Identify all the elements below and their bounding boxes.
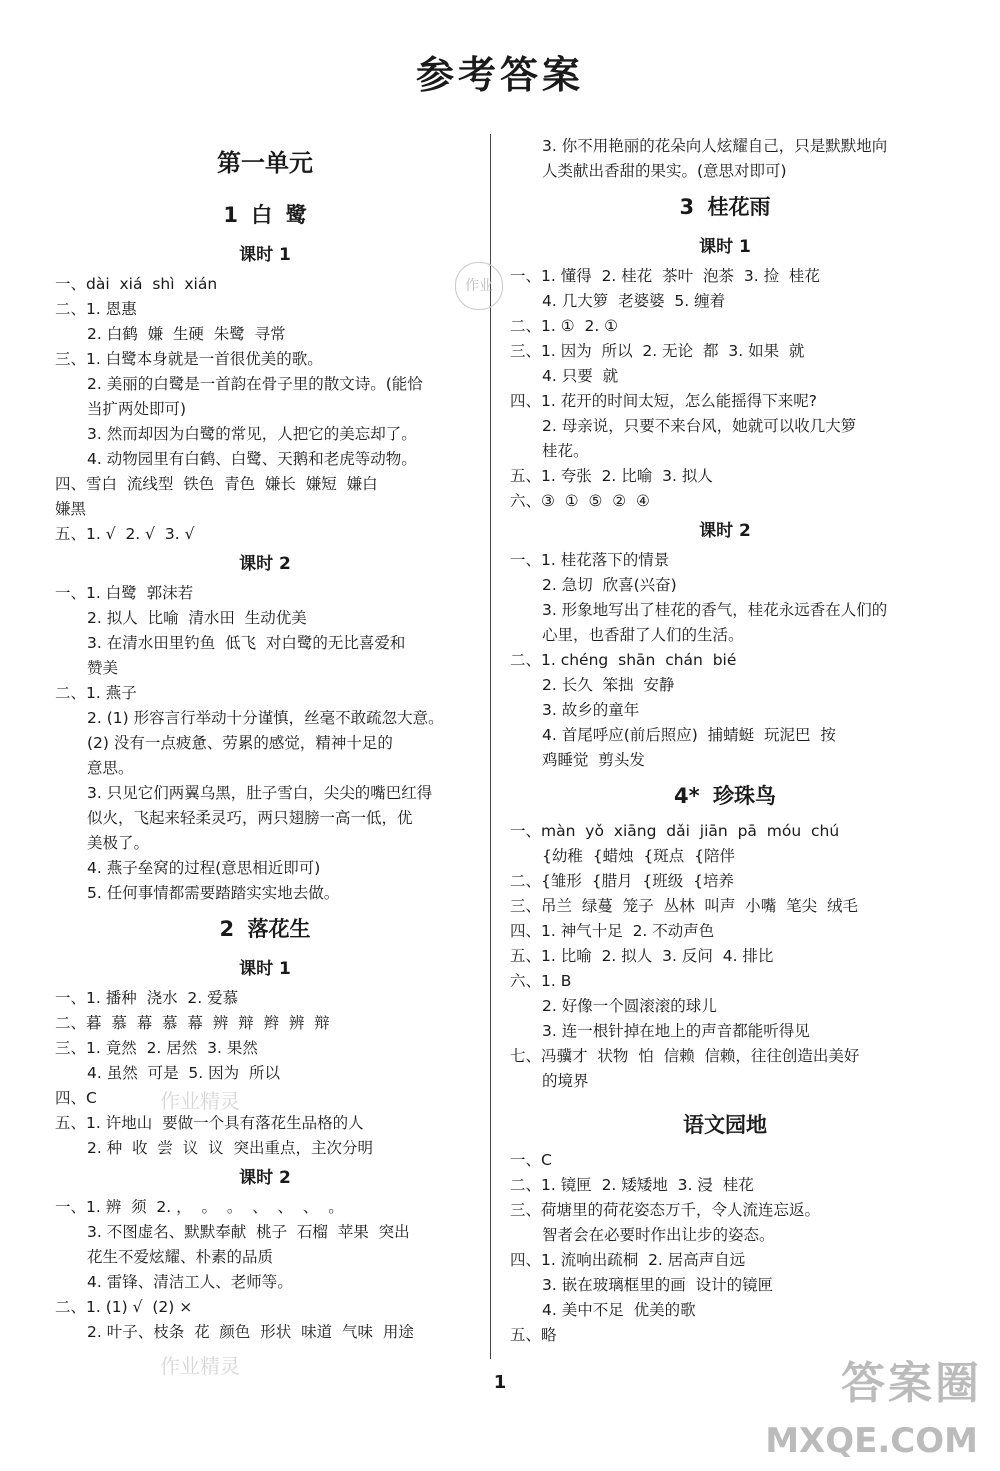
answer-line: 五、1. 许地山 要做一个具有落花生品格的人 [55,1114,364,1132]
answer-line: 二、1. ① 2. ① [510,317,619,335]
answer-line: 三、荷塘里的荷花姿态万千，令人流连忘返。 [510,1201,821,1219]
answer-line: 4. 首尾呼应(前后照应) 捕蜻蜓 玩泥巴 按 [542,726,836,744]
period-heading: 课时 1 [239,959,291,979]
answer-line: 似火，飞起来轻柔灵巧，两只翅膀一高一低，优 [87,809,413,827]
watermark-url: MXQE.COM [765,1421,978,1461]
answer-line: 2. 好像一个圆滚滚的球儿 [542,997,717,1015]
answer-line: 一、1. 桂花落下的情景 [510,551,670,569]
answer-line: 四、C [55,1089,97,1107]
page-number: 1 [493,1372,507,1393]
answer-line: 2. 种 收 尝 议 议 突出重点，主次分明 [87,1139,373,1157]
answer-line: 3. 你不用艳丽的花朵向人炫耀自己，只是默默地向 [542,137,888,155]
answer-line: 4. 燕子垒窝的过程(意思相近即可) [87,859,321,877]
answer-line: 3. 故乡的童年 [542,701,640,719]
answer-line: 五、1. 比喻 2. 拟人 3. 反问 4. 排比 [510,947,774,965]
answer-line: 的境界 [542,1072,589,1090]
answer-line: 六、1. B [510,972,572,990]
answer-line: 2. 急切 欣喜(兴奋) [542,576,677,594]
right-column [510,134,940,1348]
answer-line: 4. 美中不足 优美的歌 [542,1301,696,1319]
answer-line: 一、C [510,1151,552,1169]
answer-line: 3. 嵌在玻璃框里的画 设计的镜匣 [542,1276,774,1294]
lesson-heading: 语文园地 [683,1113,767,1137]
answer-line: 二、1. chéng shān chán bié [510,651,737,669]
answer-line: 四、1. 神气十足 2. 不动声色 [510,922,715,940]
answer-line: 五、1. √ 2. √ 3. √ [55,525,195,543]
page-title: 参考答案 [415,53,584,97]
answer-line: 二、1. 燕子 [55,684,137,702]
answer-line: 3. 不图虚名、默默奉献 桃子 石榴 苹果 突出 [87,1223,410,1241]
period-heading: 课时 2 [239,554,291,574]
answer-line: {幼稚 {蜡烛 {斑点 {陪伴 [542,847,736,865]
answer-line: 三、吊兰 绿蔓 笼子 丛林 叫声 小嘴 笔尖 绒毛 [510,897,858,915]
answer-line: 4. 虽然 可是 5. 因为 所以 [87,1064,280,1082]
stamp-mark: 作业 [455,262,503,310]
answer-line: 3. 然而却因为白鹭的常见，人把它的美忘却了。 [87,425,417,443]
answer-line: 3. 形象地写出了桂花的香气，桂花永远香在人们的 [542,601,888,619]
answer-line: 二、1. 恩惠 [55,300,137,318]
answer-line: 一、dài xiá shì xián [55,275,218,293]
answer-line: 三、1. 因为 所以 2. 无论 都 3. 如果 就 [510,342,805,360]
faded-watermark: 作业精灵 [160,1354,240,1378]
answer-line: 二、暮 慕 幕 慕 幕 辨 辩 辫 辨 辩 [55,1014,330,1032]
answer-line: 四、1. 流响出疏桐 2. 居高声自远 [510,1251,746,1269]
answer-line: 3. 只见它们两翼乌黑，肚子雪白，尖尖的嘴巴红得 [87,784,433,802]
period-heading: 课时 1 [699,237,751,257]
answer-line: 2. 白鹤 嫌 生硬 朱鹭 寻常 [87,325,286,343]
answer-line: 4. 几大箩 老婆婆 5. 缠着 [542,292,726,310]
answer-line: 4. 只要 就 [542,367,619,385]
answer-line: 一、1. 辨 须 2. ， 。 。 、 、 、 。 [55,1198,344,1216]
answer-line: 2. 母亲说，只要不来台风，她就可以收几大箩 [542,417,857,435]
answer-line: 四、雪白 流线型 铁色 青色 嫌长 嫌短 嫌白 [55,475,378,493]
watermark-logo: 答案圈 [841,1358,982,1409]
period-heading: 课时 2 [239,1168,291,1188]
answer-line: 2. 拟人 比喻 清水田 生动优美 [87,609,307,627]
answer-line: 二、1. (1) √ (2) × [55,1298,193,1316]
answer-line: 五、略 [510,1326,557,1344]
unit-heading: 第一单元 [217,149,313,177]
period-heading: 课时 2 [699,521,751,541]
answer-line: 3. 连一根针掉在地上的声音都能听得见 [542,1022,810,1040]
answer-line: 心里，也香甜了人们的生活。 [542,626,744,644]
answer-line: 四、1. 花开的时间太短，怎么能摇得下来呢? [510,392,817,410]
answer-line: 二、{雏形 {腊月 {班级 {培养 [510,872,735,890]
answer-line: 一、1. 播种 浇水 2. 爱慕 [55,989,239,1007]
answer-line: 花生不爱炫耀、朴素的品质 [87,1248,274,1266]
answer-line: 当扩两处即可) [87,400,187,418]
column-divider [490,134,491,1359]
answer-line: 一、1. 白鹭 郭沫若 [55,584,194,602]
answer-line: 嫌黑 [55,500,87,518]
answer-line: 4. 雷锋、清洁工人、老师等。 [87,1273,293,1291]
lesson-heading: 3 桂花雨 [679,195,771,219]
lesson-heading: 4* 珍珠鸟 [674,784,776,808]
answer-line: 人类献出香甜的果实。(意思对即可) [542,162,787,180]
answer-line: 3. 在清水田里钓鱼 低飞 对白鹭的无比喜爱和 [87,634,406,652]
answer-line: 三、1. 白鹭本身就是一首很优美的歌。 [55,350,323,368]
answer-line: 5. 任何事情都需要踏踏实实地去做。 [87,884,340,902]
answer-line: 鸡睡觉 剪头发 [542,751,645,769]
lesson-heading: 2 落花生 [219,917,311,941]
answer-line: (2) 没有一点疲惫、劳累的感觉，精神十足的 [87,734,393,752]
answer-line: 2. 长久 笨拙 安静 [542,676,675,694]
answer-line: 六、③ ① ⑤ ② ④ [510,492,650,510]
answer-line: 意思。 [87,759,134,777]
answer-line: 桂花。 [542,442,589,460]
answer-line: 二、1. 镜匣 2. 矮矮地 3. 浸 桂花 [510,1176,754,1194]
faded-watermark: 作业精灵 [160,1089,240,1113]
answer-line: 三、1. 竟然 2. 居然 3. 果然 [55,1039,258,1057]
answer-line: 美极了。 [87,834,150,852]
answer-line: 2. 美丽的白鹭是一首韵在骨子里的散文诗。(能恰 [87,375,423,393]
answer-line: 2. 叶子、枝条 花 颜色 形状 味道 气味 用途 [87,1323,414,1341]
answer-line: 4. 动物园里有白鹤、白鹭、天鹅和老虎等动物。 [87,450,417,468]
spacer [510,1094,940,1102]
lesson-heading: 1 白 鹭 [223,203,307,227]
answer-line: 2. (1) 形容言行举动十分谨慎，丝毫不敢疏忽大意。 [87,709,444,727]
answer-line: 赞美 [87,659,119,677]
answer-line: 一、màn yǒ xiāng dǎi jiān pā móu chú [510,822,840,840]
period-heading: 课时 1 [239,245,291,265]
left-column [55,134,475,1345]
answer-line: 一、1. 懂得 2. 桂花 茶叶 泡茶 3. 捡 桂花 [510,267,820,285]
answer-line: 智者会在必要时作出让步的姿态。 [542,1226,775,1244]
answer-line: 七、冯骥才 状物 怕 信赖 信赖，往往创造出美好 [510,1047,860,1065]
answer-line: 五、1. 夸张 2. 比喻 3. 拟人 [510,467,713,485]
